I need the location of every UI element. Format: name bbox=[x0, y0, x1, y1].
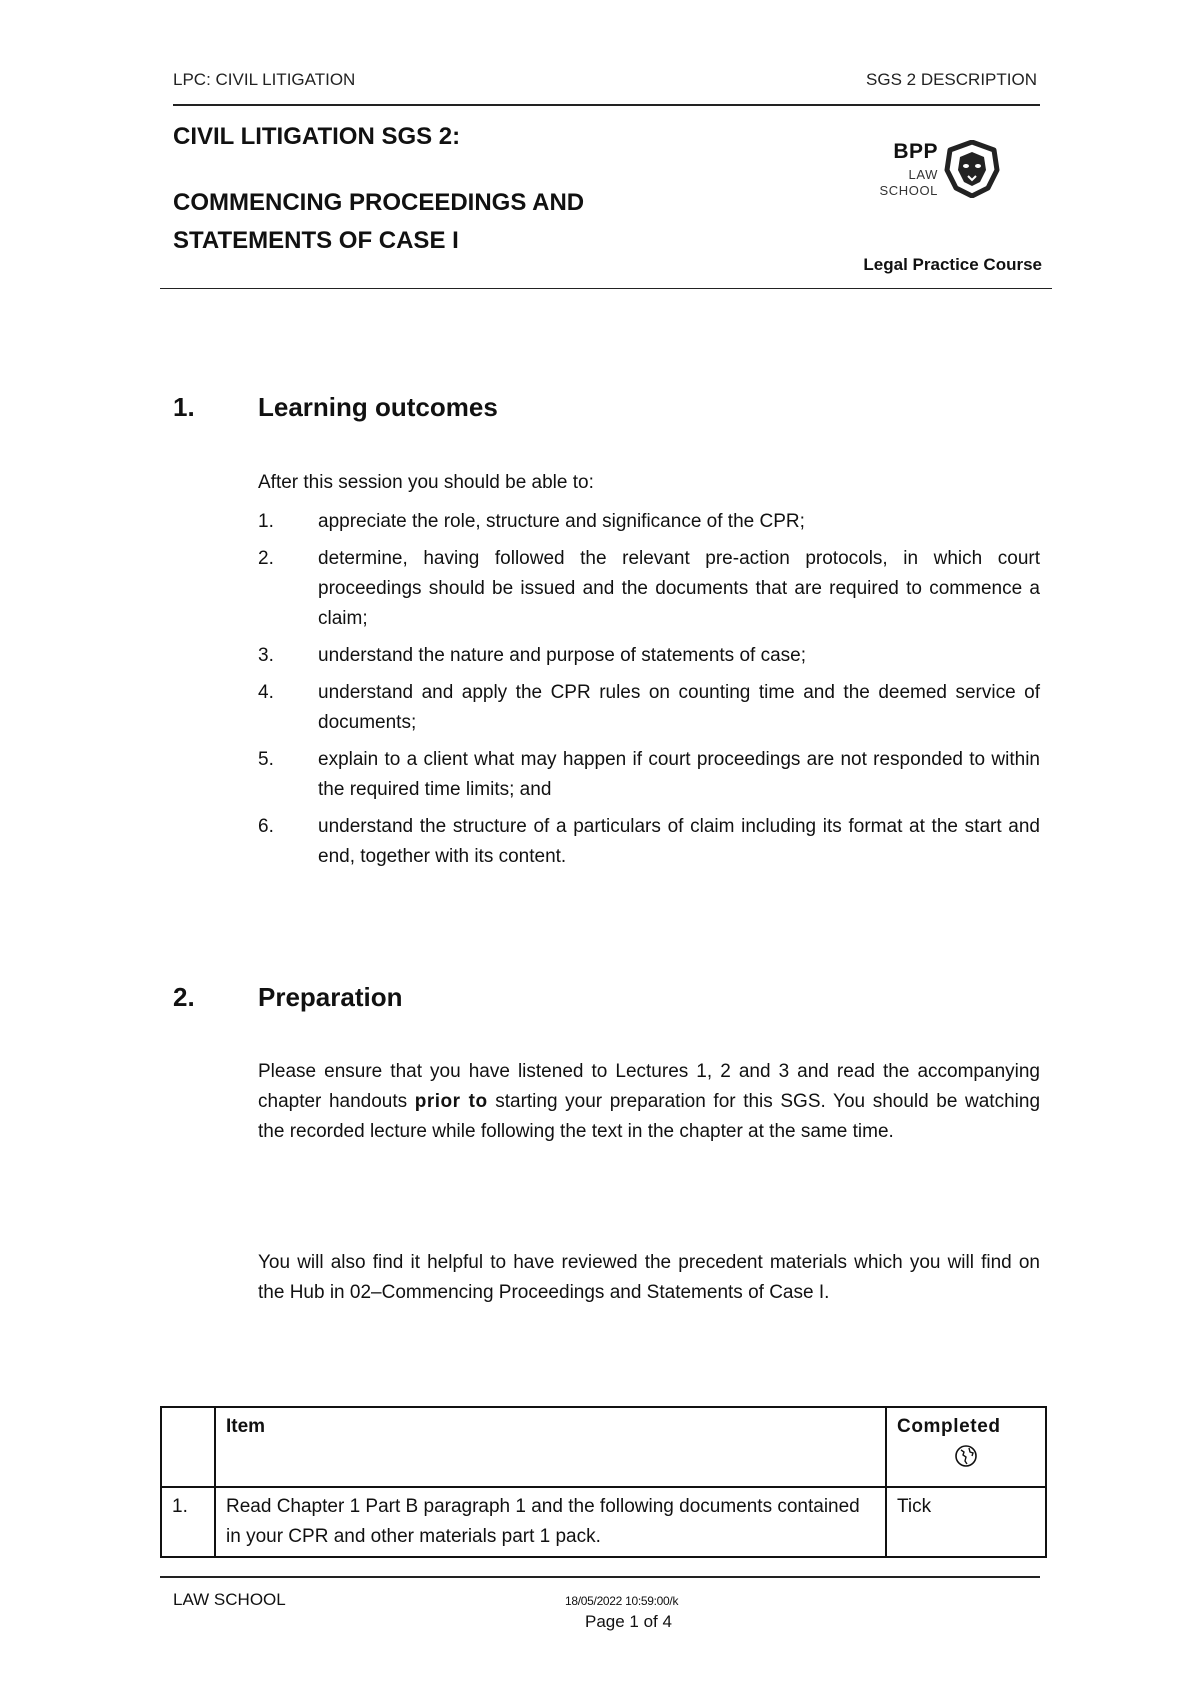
preparation-text-b: starting your preparation for this SGS. You should be watching the recorded lecture while following the text in the chapter at the same time. bbox=[258, 1091, 1041, 1142]
list-item bbox=[258, 544, 1040, 634]
table-row bbox=[161, 1487, 1046, 1557]
table-cell-number: 1. bbox=[161, 1487, 215, 1557]
lion-head-icon bbox=[944, 140, 1000, 198]
running-header-right: SGS 2 DESCRIPTION bbox=[866, 70, 1037, 89]
course-name: Legal Practice Course bbox=[863, 255, 1042, 274]
document-title: CIVIL LITIGATION SGS 2: bbox=[173, 123, 461, 150]
list-item bbox=[258, 678, 1040, 738]
list-item-text: understand the nature and purpose of statements of case; bbox=[318, 645, 806, 666]
table-cell-completed[interactable]: Tick bbox=[886, 1487, 1046, 1557]
list-item-text: determine, having followed the relevant pre-action protocols, in which court proceedings should be issued and the documents that are required to commence a claim; bbox=[318, 548, 1040, 629]
header-rule bbox=[173, 104, 1040, 106]
preparation-emphasis: prior to bbox=[414, 1091, 488, 1112]
footer-left: LAW SCHOOL bbox=[173, 1590, 286, 1609]
list-item bbox=[258, 641, 1040, 671]
preparation-paragraph-1 bbox=[258, 1057, 1040, 1147]
footer-date: 18/05/2022 10:59:00/k bbox=[565, 1594, 679, 1608]
table-header-number bbox=[161, 1407, 215, 1487]
logo-brand: BPP bbox=[893, 140, 938, 163]
list-item-number: 5. bbox=[258, 749, 274, 770]
section-1-intro: After this session you should be able to: bbox=[258, 472, 594, 493]
footer-rule bbox=[160, 1576, 1040, 1578]
list-item bbox=[258, 812, 1040, 872]
table-header-item: Item bbox=[215, 1407, 886, 1487]
completed-label: Completed bbox=[897, 1416, 1001, 1437]
section-2-number: 2. bbox=[173, 982, 195, 1012]
section-1-heading: Learning outcomes bbox=[258, 392, 498, 422]
section-1-number: 1. bbox=[173, 392, 195, 422]
list-item-text: appreciate the role, structure and significance of the CPR; bbox=[318, 511, 805, 532]
learning-outcomes-list bbox=[258, 507, 1040, 879]
list-item-number: 4. bbox=[258, 682, 274, 703]
list-item-number: 6. bbox=[258, 816, 274, 837]
list-item-number: 3. bbox=[258, 645, 274, 666]
preparation-table bbox=[160, 1406, 1047, 1558]
title-bottom-rule bbox=[160, 288, 1052, 289]
list-item-text: understand and apply the CPR rules on counting time and the deemed service of documents; bbox=[318, 682, 1040, 733]
list-item-number: 2. bbox=[258, 548, 274, 569]
running-header-left: LPC: CIVIL LITIGATION bbox=[173, 70, 356, 89]
table-cell-item: Read Chapter 1 Part B paragraph 1 and the following documents contained in your CPR and other materials part 1 pack. bbox=[215, 1487, 886, 1557]
document-subtitle: COMMENCING PROCEEDINGS AND STATEMENTS OF CASE I bbox=[173, 189, 585, 254]
list-item bbox=[258, 745, 1040, 805]
page-number: Page 1 of 4 bbox=[585, 1612, 672, 1631]
logo-sub-school: SCHOOL bbox=[879, 183, 938, 198]
table-header-completed bbox=[886, 1407, 1046, 1487]
globe-icon bbox=[954, 1444, 978, 1468]
bpp-law-school-logo bbox=[868, 140, 1008, 204]
list-item-text: explain to a client what may happen if court proceedings are not responded to within the required time limits; and bbox=[318, 749, 1040, 800]
list-item-text: understand the structure of a particulars of claim including its format at the start and end, together with its content. bbox=[318, 816, 1040, 867]
section-2-heading: Preparation bbox=[258, 982, 403, 1012]
preparation-text-a: Please ensure that you have listened to Lectures 1, 2 and 3 and read the accompanying chapter handouts bbox=[258, 1061, 1040, 1112]
table-header-row bbox=[161, 1407, 1046, 1487]
preparation-paragraph-2: You will also find it helpful to have reviewed the precedent materials which you will find on the Hub in 02–Commencing Proceedings and Statements of Case I. bbox=[258, 1252, 1040, 1303]
list-item bbox=[258, 507, 1040, 537]
list-item-number: 1. bbox=[258, 511, 274, 532]
logo-sub-law: LAW bbox=[908, 167, 938, 182]
